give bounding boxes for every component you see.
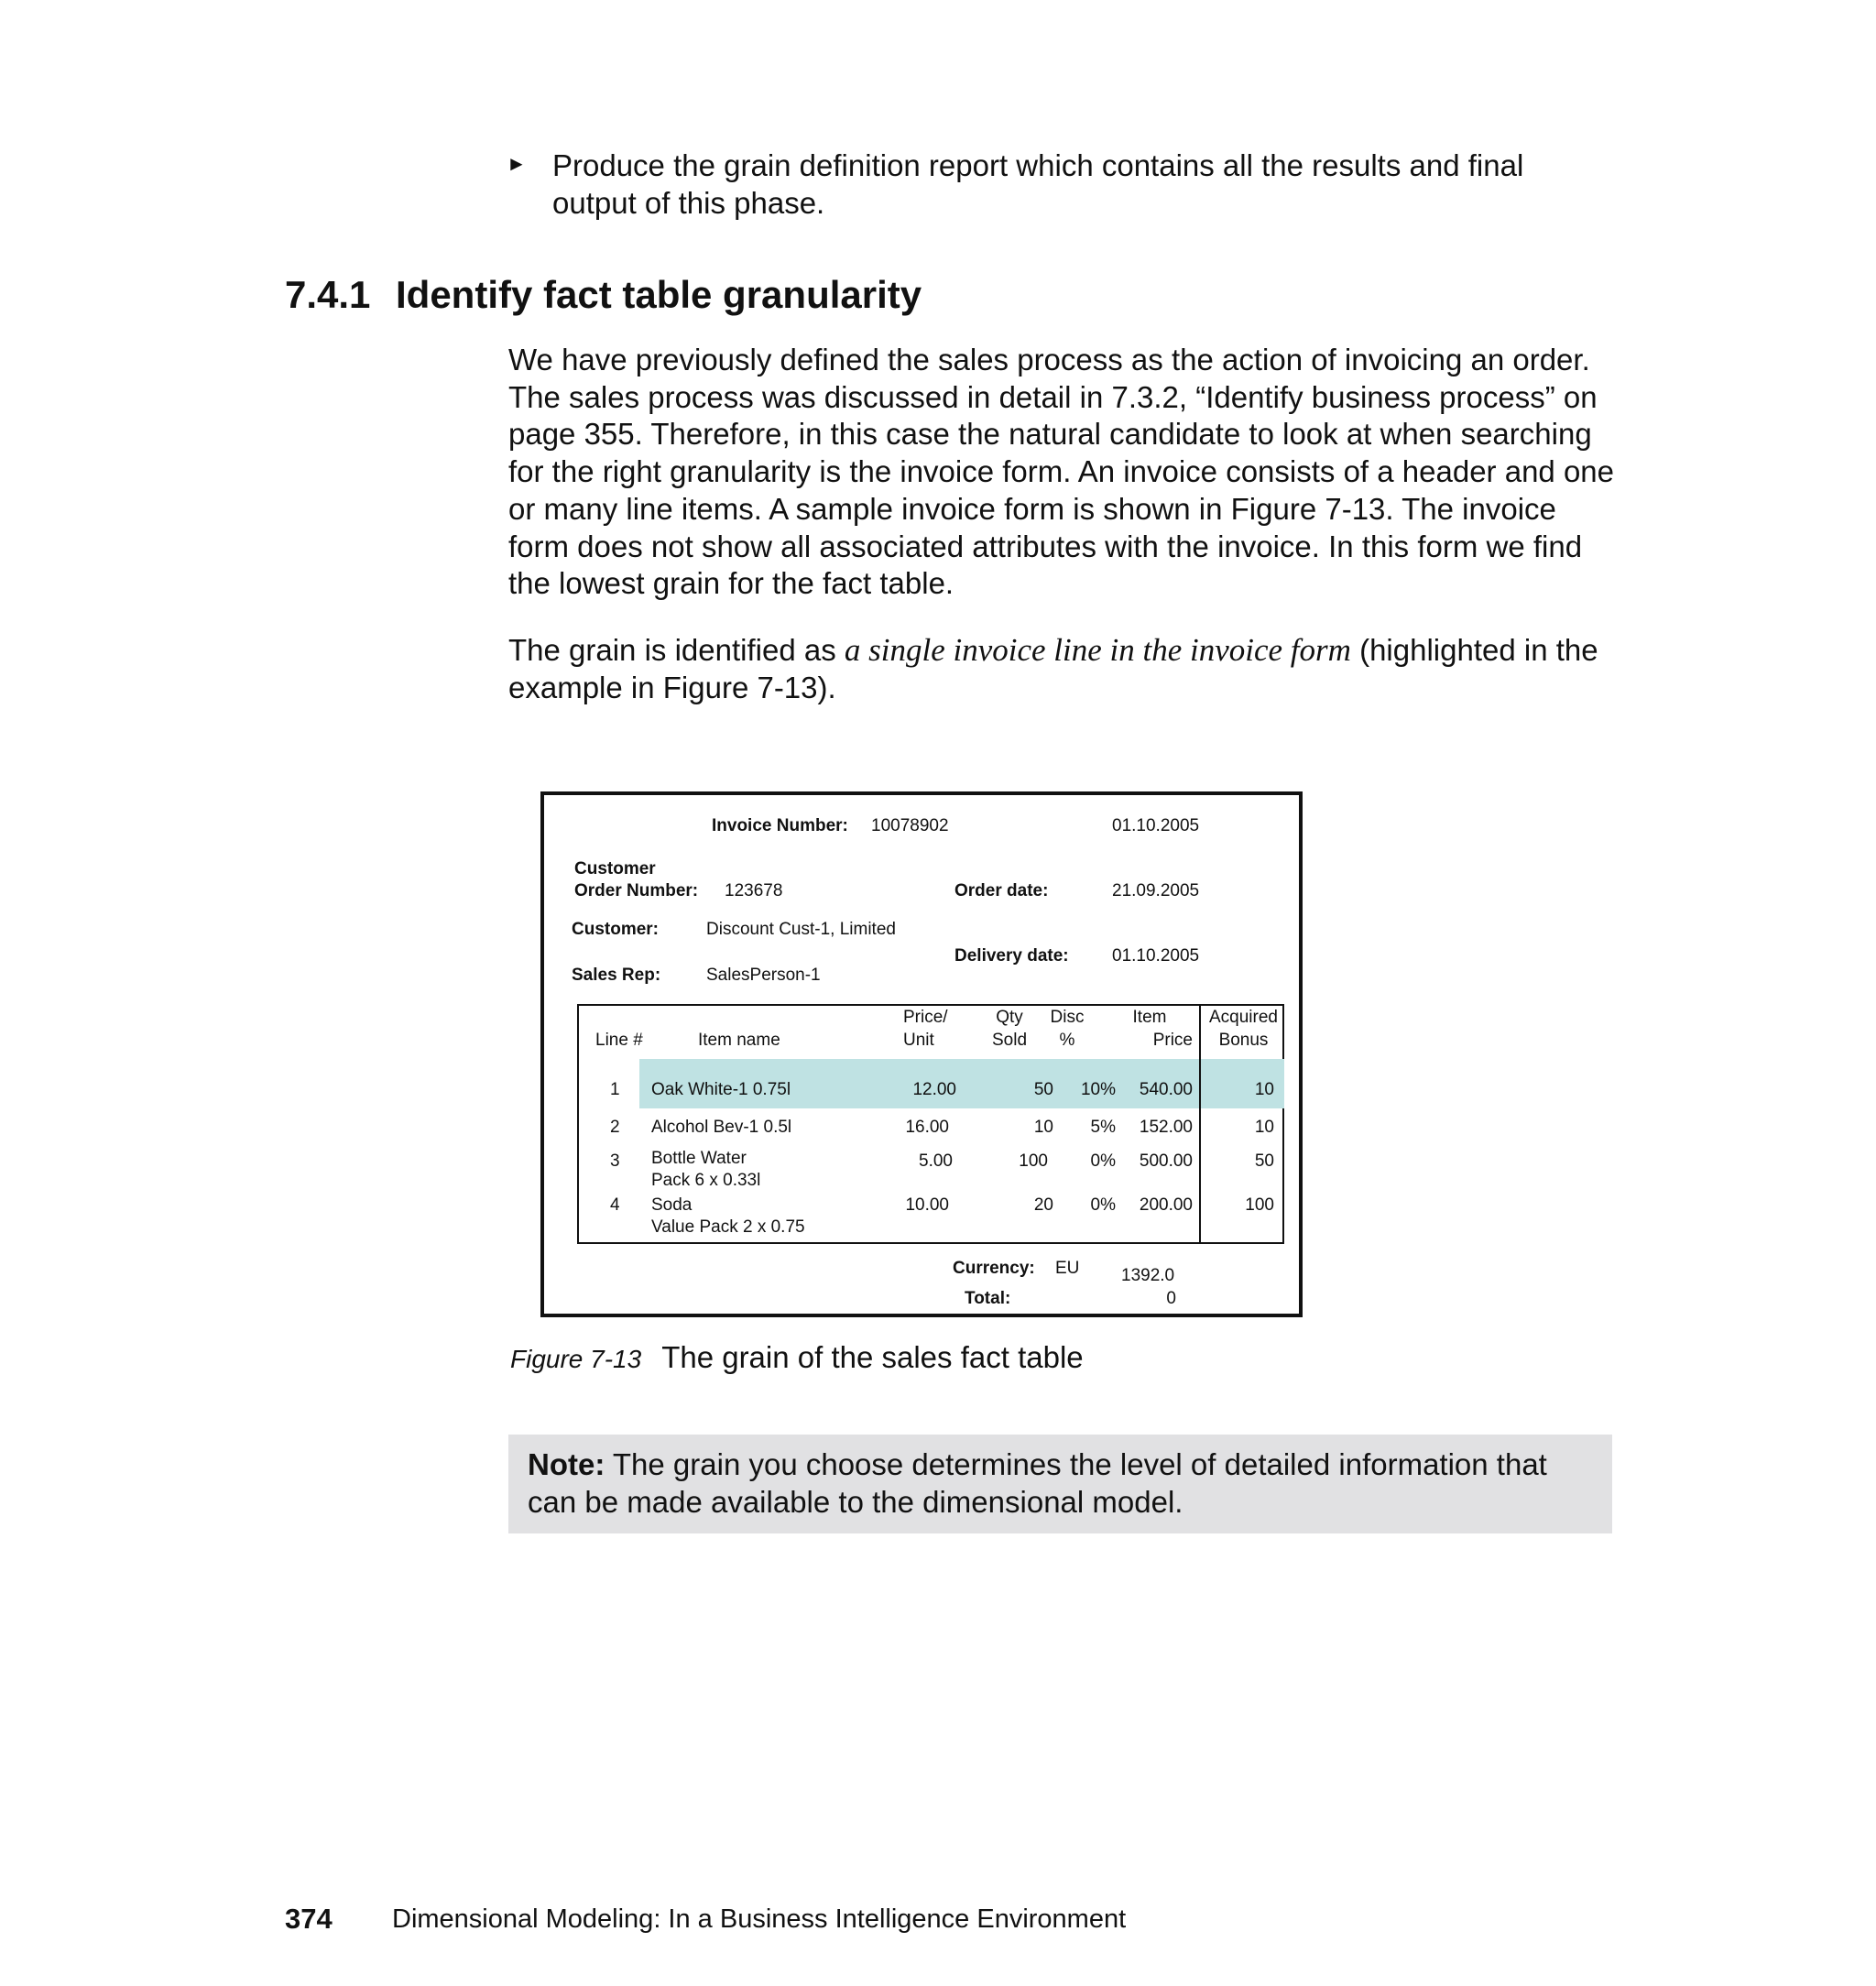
customer-order-label-line1: Customer [574, 859, 656, 878]
customer-label: Customer: [572, 920, 660, 939]
item-name: Alcohol Bev-1 0.5l [651, 1118, 792, 1137]
customer-order-label-line2: Order Number: [574, 881, 699, 900]
qty-sold: 100 [1019, 1151, 1048, 1171]
acquired-bonus: 10 [1254, 1118, 1274, 1137]
sales-rep: SalesPerson-1 [706, 966, 821, 985]
currency-value: EU [1055, 1259, 1080, 1278]
customer-order-number: 123678 [725, 881, 783, 900]
total-value-line2: 0 [1166, 1289, 1176, 1308]
item-price: 500.00 [1139, 1151, 1193, 1171]
discount: 10% [1080, 1080, 1116, 1099]
page-number: 374 [285, 1903, 333, 1935]
discount: 5% [1090, 1118, 1116, 1137]
header-item-price-1: Item [1132, 1008, 1167, 1027]
figure-caption [510, 1340, 1084, 1375]
item-name: Oak White-1 0.75l [651, 1080, 791, 1099]
delivery-date-label: Delivery date: [954, 946, 1069, 966]
paragraph-2-after: (highlighted in the example in Figure 7-13). [508, 633, 1598, 704]
discount: 0% [1090, 1151, 1116, 1171]
currency-label: Currency: [953, 1259, 1035, 1278]
paragraph-2 [508, 632, 1617, 706]
line-number: 2 [610, 1118, 620, 1137]
customer-name: Discount Cust-1, Limited [706, 920, 896, 939]
order-date: 21.09.2005 [1112, 881, 1200, 900]
item-name-detail: Value Pack 2 x 0.75 [651, 1217, 805, 1237]
header-bonus-1: Acquired [1209, 1008, 1278, 1027]
total-label: Total: [965, 1289, 1011, 1308]
acquired-bonus: 100 [1245, 1195, 1274, 1215]
header-bonus-2: Bonus [1218, 1031, 1269, 1050]
invoice-form [540, 791, 1303, 1317]
header-qty-1: Qty [996, 1008, 1023, 1027]
unit-price: 10.00 [905, 1195, 949, 1215]
paragraph-2-before: The grain is identified as [508, 633, 845, 667]
unit-price: 16.00 [905, 1118, 949, 1137]
figure-caption-text: The grain of the sales fact table [661, 1340, 1084, 1374]
line-number: 4 [610, 1195, 620, 1215]
item-price: 152.00 [1139, 1118, 1193, 1137]
footer-title: Dimensional Modeling: In a Business Intelligence Environment [392, 1904, 1127, 1934]
bullet-marker: ► [507, 152, 527, 175]
section-heading [285, 273, 922, 317]
header-price-1: Price/ [903, 1008, 948, 1027]
qty-sold: 20 [1033, 1195, 1053, 1215]
header-price-2: Unit [903, 1031, 934, 1050]
acquired-bonus: 50 [1254, 1151, 1274, 1171]
header-disc-1: Disc [1050, 1008, 1085, 1027]
discount: 0% [1090, 1195, 1116, 1215]
invoice-number: 10078902 [871, 816, 949, 835]
item-name: Bottle Water [651, 1149, 747, 1168]
unit-price: 5.00 [919, 1151, 953, 1171]
item-price: 200.00 [1139, 1195, 1193, 1215]
line-number: 1 [610, 1080, 620, 1099]
header-item-name: Item name [698, 1031, 780, 1050]
figure-label: Figure 7-13 [510, 1345, 642, 1373]
bullet-text: Produce the grain definition report which contains all the results and final output of this phase. [552, 148, 1524, 220]
note-label: Note: [528, 1447, 605, 1481]
line-items-table [577, 1004, 1284, 1244]
header-line: Line # [595, 1031, 643, 1050]
unit-price: 12.00 [912, 1080, 956, 1099]
qty-sold: 50 [1033, 1080, 1053, 1099]
header-item-price-2: Price [1152, 1031, 1193, 1050]
invoice-date: 01.10.2005 [1112, 816, 1200, 835]
acquired-bonus: 10 [1254, 1080, 1274, 1099]
paragraph-1: We have previously defined the sales process as the action of invoicing an order. The sales process was discussed in detail in 7.3.2, “Identify business process” on page 355. Therefore, in this case the natural candidate to look at when searching for the right granularity is the invoice form. An invoice consists of a header and one or many line items. A sample invoice form is shown in Figure 7-13. The invoice form does not show all associated attributes with the invoice. In this form we find the lowest grain for the fact table. [508, 343, 1614, 601]
invoice-number-label: Invoice Number: [712, 816, 848, 835]
paragraph-2-emphasis: a single invoice line in the invoice form [844, 632, 1351, 668]
item-name-detail: Pack 6 x 0.33l [651, 1171, 761, 1190]
total-value-line1: 1392.0 [1121, 1266, 1175, 1285]
delivery-date: 01.10.2005 [1112, 946, 1200, 966]
section-title: Identify fact table granularity [396, 273, 922, 316]
note-box [508, 1435, 1612, 1533]
qty-sold: 10 [1033, 1118, 1053, 1137]
header-disc-2: % [1059, 1031, 1075, 1050]
section-number: 7.4.1 [285, 273, 371, 316]
item-name: Soda [651, 1195, 693, 1215]
sales-rep-label: Sales Rep: [572, 966, 661, 985]
line-number: 3 [610, 1151, 620, 1171]
note-text: The grain you choose determines the level of detailed information that can be made available to the dimensional model. [528, 1447, 1547, 1519]
item-price: 540.00 [1139, 1080, 1193, 1099]
order-date-label: Order date: [954, 881, 1049, 900]
header-qty-2: Sold [991, 1031, 1028, 1050]
